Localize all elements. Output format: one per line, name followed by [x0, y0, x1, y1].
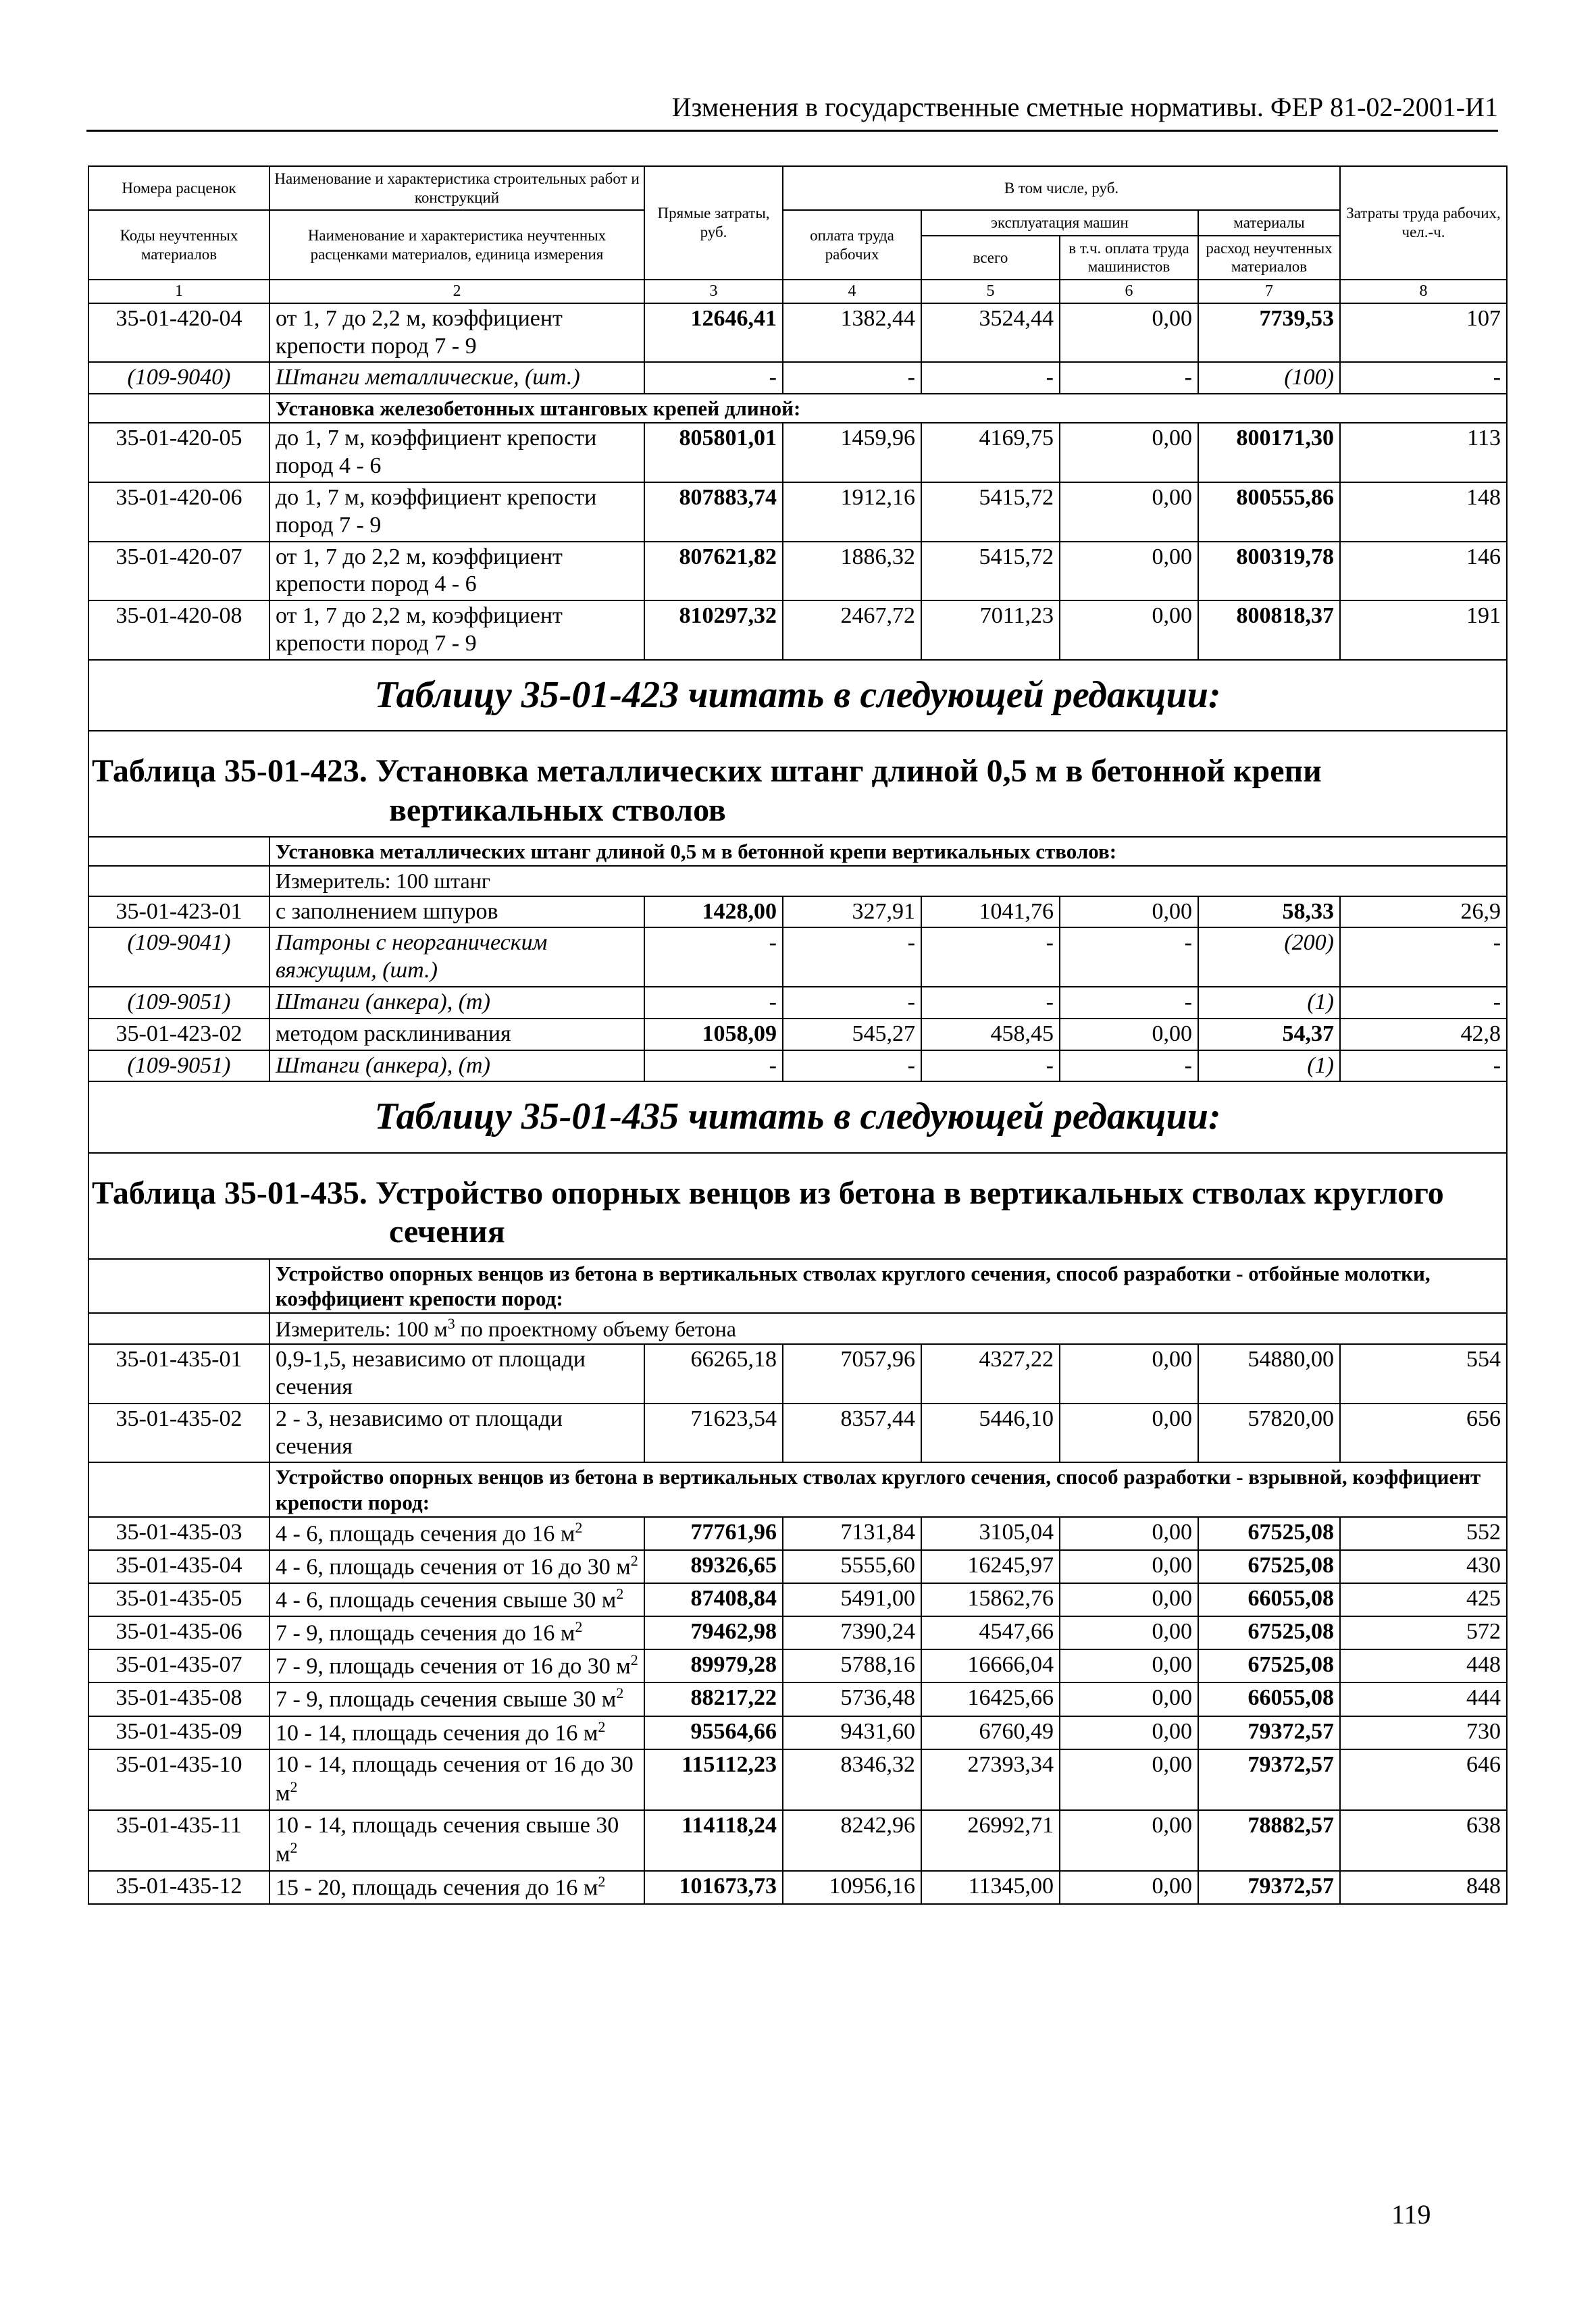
- direct-costs: 66265,18: [644, 1344, 783, 1404]
- table-row: [88, 1716, 1507, 1749]
- machines-total: 27393,34: [921, 1749, 1060, 1810]
- measure-unit: [269, 1313, 1507, 1344]
- labor-hours: 730: [1340, 1716, 1507, 1749]
- rate-code: 35-01-423-01: [88, 896, 269, 928]
- machinists-pay: 0,00: [1060, 1616, 1198, 1649]
- table-row: [88, 896, 1507, 928]
- labor-pay: 7131,84: [783, 1517, 921, 1550]
- labor-pay: -: [783, 1050, 921, 1082]
- measure-suffix: по проектному объему бетона: [455, 1316, 736, 1341]
- header-direct-costs: Прямые затраты, руб.: [644, 166, 783, 280]
- column-number: 6: [1060, 280, 1198, 303]
- rate-code: 35-01-420-08: [88, 600, 269, 660]
- header-machines: эксплуатация машин: [921, 210, 1198, 236]
- machinists-pay: 0,00: [1060, 1749, 1198, 1810]
- materials: 800171,30: [1198, 423, 1340, 482]
- table-435-title-line1: Таблица 35-01-435. Устройство опорных венцов из бетона в вертикальных стволах круглого: [92, 1175, 1444, 1211]
- rate-name-text: 4 - 6, площадь сечения от 16 до 30 м: [276, 1554, 631, 1580]
- machinists-pay: -: [1060, 1050, 1198, 1082]
- machinists-pay: 0,00: [1060, 1682, 1198, 1716]
- machines-total: 11345,00: [921, 1871, 1060, 1904]
- machinists-pay: 0,00: [1060, 1344, 1198, 1404]
- machinists-pay: 0,00: [1060, 1583, 1198, 1616]
- machines-total: 5415,72: [921, 482, 1060, 542]
- header-materials-unaccounted: расход неучтенных материалов: [1198, 236, 1340, 280]
- table-row: [88, 1810, 1507, 1871]
- table-row: [88, 362, 1507, 394]
- material-code: (109-9040): [88, 362, 269, 394]
- materials: 67525,08: [1198, 1517, 1340, 1550]
- table-row: [88, 1344, 1507, 1404]
- direct-costs: 115112,23: [644, 1749, 783, 1810]
- table-row: [88, 1682, 1507, 1716]
- header-codes-unaccounted: Коды неучтенных материалов: [88, 210, 269, 280]
- unit-sup: 2: [290, 1778, 298, 1796]
- table-row: [88, 927, 1507, 987]
- rate-name: методом расклинивания: [269, 1019, 644, 1050]
- material-name: Патроны с неорганическим вяжущим, (шт.): [269, 927, 644, 987]
- rate-name-text: 7 - 9, площадь сечения до 16 м: [276, 1620, 575, 1646]
- material-code: (109-9041): [88, 927, 269, 987]
- direct-costs: 1058,09: [644, 1019, 783, 1050]
- column-number: 4: [783, 280, 921, 303]
- labor-hours: 148: [1340, 482, 1507, 542]
- machinists-pay: 0,00: [1060, 1550, 1198, 1583]
- direct-costs: 89326,65: [644, 1550, 783, 1583]
- page-number: 119: [1391, 2199, 1431, 2230]
- measure-prefix: Измеритель: 100 м: [276, 1316, 448, 1341]
- machinists-pay: -: [1060, 987, 1198, 1019]
- machines-total: 16245,97: [921, 1550, 1060, 1583]
- rate-name: 0,9-1,5, независимо от площади сечения: [269, 1344, 644, 1404]
- rate-code: 35-01-435-09: [88, 1716, 269, 1749]
- materials: (1): [1198, 987, 1340, 1019]
- rate-code: 35-01-435-03: [88, 1517, 269, 1550]
- labor-hours: -: [1340, 927, 1507, 987]
- labor-pay: 5491,00: [783, 1583, 921, 1616]
- rate-name: 2 - 3, независимо от площади сечения: [269, 1404, 644, 1463]
- direct-costs: 807883,74: [644, 482, 783, 542]
- labor-pay: 1912,16: [783, 482, 921, 542]
- measure-unit: Измеритель: 100 штанг: [269, 866, 1507, 896]
- labor-pay: -: [783, 987, 921, 1019]
- direct-costs: 71623,54: [644, 1404, 783, 1463]
- machines-total: -: [921, 362, 1060, 394]
- labor-hours: 448: [1340, 1649, 1507, 1682]
- table-423-title: [88, 731, 1507, 837]
- section-title: Устройство опорных венцов из бетона в вертикальных стволах круглого сечения, способ разработки - отбойные молотки, коэффициент крепости пород:: [269, 1259, 1507, 1313]
- labor-hours: 848: [1340, 1871, 1507, 1904]
- labor-hours: 638: [1340, 1810, 1507, 1871]
- materials: 66055,08: [1198, 1682, 1340, 1716]
- direct-costs: -: [644, 362, 783, 394]
- machines-total: 5446,10: [921, 1404, 1060, 1463]
- machines-total: 3105,04: [921, 1517, 1060, 1550]
- direct-costs: -: [644, 1050, 783, 1082]
- rate-name-text: 7 - 9, площадь сечения от 16 до 30 м: [276, 1653, 631, 1679]
- labor-pay: 1886,32: [783, 542, 921, 601]
- table-title-row: [88, 1153, 1507, 1259]
- rate-name: от 1, 7 до 2,2 м, коэффициент крепости пород 7 - 9: [269, 303, 644, 363]
- table-435-title: [88, 1153, 1507, 1259]
- rate-code: 35-01-435-02: [88, 1404, 269, 1463]
- rate-name: от 1, 7 до 2,2 м, коэффициент крепости пород 7 - 9: [269, 600, 644, 660]
- rate-code: 35-01-420-06: [88, 482, 269, 542]
- materials: 57820,00: [1198, 1404, 1340, 1463]
- material-name: Штанги металлические, (шт.): [269, 362, 644, 394]
- section-title: Установка металлических штанг длиной 0,5 м в бетонной крепи вертикальных стволов:: [269, 837, 1507, 866]
- materials: (1): [1198, 1050, 1340, 1082]
- labor-hours: 552: [1340, 1517, 1507, 1550]
- rate-name: [269, 1810, 644, 1871]
- estimate-table: [88, 165, 1508, 1905]
- direct-costs: 810297,32: [644, 600, 783, 660]
- table-row: [88, 303, 1507, 363]
- materials: 58,33: [1198, 896, 1340, 928]
- running-header: Изменения в государственные сметные нормативы. ФЕР 81-02-2001-И1: [86, 91, 1498, 132]
- machinists-pay: -: [1060, 362, 1198, 394]
- column-number: 8: [1340, 280, 1507, 303]
- notice-423: Таблицу 35-01-423 читать в следующей редакции:: [88, 660, 1507, 731]
- machines-total: -: [921, 1050, 1060, 1082]
- unit-sup: 2: [630, 1551, 638, 1569]
- unit-sup: 2: [598, 1718, 606, 1735]
- table-row: [88, 482, 1507, 542]
- machines-total: 26992,71: [921, 1810, 1060, 1871]
- machines-total: 15862,76: [921, 1583, 1060, 1616]
- material-name: Штанги (анкера), (т): [269, 1050, 644, 1082]
- measure-row: [88, 866, 1507, 896]
- table-row: [88, 987, 1507, 1019]
- rate-code: 35-01-423-02: [88, 1019, 269, 1050]
- labor-pay: 5736,48: [783, 1682, 921, 1716]
- materials: 78882,57: [1198, 1810, 1340, 1871]
- machinists-pay: 0,00: [1060, 303, 1198, 363]
- direct-costs: 12646,41: [644, 303, 783, 363]
- table-row: [88, 1749, 1507, 1810]
- rate-name-text: 4 - 6, площадь сечения до 16 м: [276, 1521, 575, 1547]
- rate-name: [269, 1649, 644, 1682]
- rate-name: до 1, 7 м, коэффициент крепости пород 4 - 6: [269, 423, 644, 482]
- materials: 800319,78: [1198, 542, 1340, 601]
- column-number: 2: [269, 280, 644, 303]
- table-row: [88, 1019, 1507, 1050]
- notice-row: [88, 1081, 1507, 1152]
- section-title: Установка железобетонных штанговых крепей длиной:: [269, 394, 1507, 423]
- unit-sup: 2: [616, 1585, 624, 1603]
- table-header: [88, 166, 1507, 303]
- section-title: Устройство опорных венцов из бетона в вертикальных стволах круглого сечения, способ разработки - взрывной, коэффициент крепости пород:: [269, 1462, 1507, 1516]
- direct-costs: 1428,00: [644, 896, 783, 928]
- labor-pay: 8346,32: [783, 1749, 921, 1810]
- rate-code: 35-01-420-07: [88, 542, 269, 601]
- direct-costs: 101673,73: [644, 1871, 783, 1904]
- unit-sup: 2: [598, 1872, 606, 1890]
- machinists-pay: -: [1060, 927, 1198, 987]
- machines-total: -: [921, 927, 1060, 987]
- table-row: [88, 600, 1507, 660]
- column-number: 3: [644, 280, 783, 303]
- material-name: Штанги (анкера), (т): [269, 987, 644, 1019]
- machines-total: 4547,66: [921, 1616, 1060, 1649]
- direct-costs: 89979,28: [644, 1649, 783, 1682]
- rate-code: 35-01-435-08: [88, 1682, 269, 1716]
- machinists-pay: 0,00: [1060, 1871, 1198, 1904]
- direct-costs: 88217,22: [644, 1682, 783, 1716]
- rate-name: [269, 1716, 644, 1749]
- material-code: (109-9051): [88, 1050, 269, 1082]
- direct-costs: 79462,98: [644, 1616, 783, 1649]
- measure-sup: 3: [447, 1315, 455, 1333]
- labor-hours: 425: [1340, 1583, 1507, 1616]
- table-row: [88, 1550, 1507, 1583]
- machines-total: 5415,72: [921, 542, 1060, 601]
- labor-pay: 2467,72: [783, 600, 921, 660]
- table-row: [88, 423, 1507, 482]
- machines-total: 4327,22: [921, 1344, 1060, 1404]
- labor-pay: 8242,96: [783, 1810, 921, 1871]
- machinists-pay: 0,00: [1060, 542, 1198, 601]
- header-name: Наименование и характеристика строительных работ и конструкций: [269, 166, 644, 210]
- labor-hours: 656: [1340, 1404, 1507, 1463]
- direct-costs: 95564,66: [644, 1716, 783, 1749]
- table-row: [88, 1616, 1507, 1649]
- material-code: (109-9051): [88, 987, 269, 1019]
- rate-code: 35-01-420-05: [88, 423, 269, 482]
- machines-total: 16425,66: [921, 1682, 1060, 1716]
- direct-costs: 114118,24: [644, 1810, 783, 1871]
- machinists-pay: 0,00: [1060, 1649, 1198, 1682]
- machines-total: 458,45: [921, 1019, 1060, 1050]
- rate-code: 35-01-435-10: [88, 1749, 269, 1810]
- machines-total: 16666,04: [921, 1649, 1060, 1682]
- machinists-pay: 0,00: [1060, 896, 1198, 928]
- unit-sup: 2: [290, 1839, 298, 1857]
- rate-code: 35-01-435-05: [88, 1583, 269, 1616]
- section-row: [88, 1462, 1507, 1516]
- rate-name: до 1, 7 м, коэффициент крепости пород 7 - 9: [269, 482, 644, 542]
- machinists-pay: 0,00: [1060, 1517, 1198, 1550]
- rate-name: с заполнением шпуров: [269, 896, 644, 928]
- materials: 800818,37: [1198, 600, 1340, 660]
- table-row: [88, 1871, 1507, 1904]
- section-row: [88, 837, 1507, 866]
- machines-total: -: [921, 987, 1060, 1019]
- rate-code: 35-01-435-04: [88, 1550, 269, 1583]
- labor-hours: -: [1340, 987, 1507, 1019]
- materials: 54880,00: [1198, 1344, 1340, 1404]
- table-title-row: [88, 731, 1507, 837]
- column-number: 5: [921, 280, 1060, 303]
- direct-costs: -: [644, 987, 783, 1019]
- column-number: 1: [88, 280, 269, 303]
- rate-name-text: 10 - 14, площадь сечения до 16 м: [276, 1720, 598, 1745]
- machinists-pay: 0,00: [1060, 600, 1198, 660]
- materials: 67525,08: [1198, 1649, 1340, 1682]
- labor-hours: 572: [1340, 1616, 1507, 1649]
- header-rate-number: Номера расценок: [88, 166, 269, 210]
- labor-hours: 146: [1340, 542, 1507, 601]
- rate-code: 35-01-435-06: [88, 1616, 269, 1649]
- rate-code: 35-01-435-12: [88, 1871, 269, 1904]
- materials: 67525,08: [1198, 1550, 1340, 1583]
- section-row: [88, 1259, 1507, 1313]
- labor-hours: 42,8: [1340, 1019, 1507, 1050]
- rate-name: [269, 1871, 644, 1904]
- labor-hours: 26,9: [1340, 896, 1507, 928]
- labor-hours: 554: [1340, 1344, 1507, 1404]
- labor-pay: -: [783, 362, 921, 394]
- header-labor-costs: Затраты труда рабочих, чел.-ч.: [1340, 166, 1507, 280]
- labor-pay: 7390,24: [783, 1616, 921, 1649]
- materials: 66055,08: [1198, 1583, 1340, 1616]
- materials: 79372,57: [1198, 1871, 1340, 1904]
- machinists-pay: 0,00: [1060, 482, 1198, 542]
- rate-name-text: 7 - 9, площадь сечения свыше 30 м: [276, 1687, 617, 1712]
- rate-name: [269, 1749, 644, 1810]
- measure-row: [88, 1313, 1507, 1344]
- materials: 54,37: [1198, 1019, 1340, 1050]
- machines-total: 3524,44: [921, 303, 1060, 363]
- header-materials: материалы: [1198, 210, 1340, 236]
- unit-sup: 2: [575, 1618, 583, 1636]
- unit-sup: 2: [616, 1685, 624, 1702]
- table-row: [88, 1583, 1507, 1616]
- column-number: 7: [1198, 280, 1340, 303]
- rate-code: 35-01-435-01: [88, 1344, 269, 1404]
- labor-hours: 113: [1340, 423, 1507, 482]
- rate-name: от 1, 7 до 2,2 м, коэффициент крепости пород 4 - 6: [269, 542, 644, 601]
- unit-sup: 2: [630, 1651, 638, 1669]
- rate-name: [269, 1616, 644, 1649]
- labor-pay: 10956,16: [783, 1871, 921, 1904]
- table-row: [88, 1649, 1507, 1682]
- rate-name-text: 10 - 14, площадь сечения от 16 до 30 м: [276, 1751, 634, 1806]
- table-row: [88, 542, 1507, 601]
- labor-pay: 327,91: [783, 896, 921, 928]
- direct-costs: 805801,01: [644, 423, 783, 482]
- machinists-pay: 0,00: [1060, 423, 1198, 482]
- section-row: [88, 394, 1507, 423]
- machinists-pay: 0,00: [1060, 1019, 1198, 1050]
- rate-code: 35-01-435-07: [88, 1649, 269, 1682]
- labor-pay: 545,27: [783, 1019, 921, 1050]
- table-435-title-line2: сечения: [389, 1214, 505, 1250]
- machinists-pay: 0,00: [1060, 1404, 1198, 1463]
- machinists-pay: 0,00: [1060, 1810, 1198, 1871]
- header-machines-total: всего: [921, 236, 1060, 280]
- direct-costs: 807621,82: [644, 542, 783, 601]
- table-row: [88, 1050, 1507, 1082]
- materials: 67525,08: [1198, 1616, 1340, 1649]
- rate-name-text: 15 - 20, площадь сечения до 16 м: [276, 1874, 598, 1900]
- table-423-title-line2: вертикальных стволов: [389, 792, 726, 828]
- table-row: [88, 1404, 1507, 1463]
- column-numbers: [88, 280, 1507, 303]
- labor-pay: 8357,44: [783, 1404, 921, 1463]
- rate-name: [269, 1550, 644, 1583]
- rate-name: [269, 1517, 644, 1550]
- notice-435: Таблицу 35-01-435 читать в следующей редакции:: [88, 1081, 1507, 1152]
- labor-hours: 444: [1340, 1682, 1507, 1716]
- labor-pay: 5788,16: [783, 1649, 921, 1682]
- rate-name-text: 4 - 6, площадь сечения свыше 30 м: [276, 1587, 617, 1613]
- table-435-rows: [88, 1517, 1507, 1904]
- unit-sup: 2: [575, 1518, 583, 1536]
- direct-costs: 77761,96: [644, 1517, 783, 1550]
- rate-code: 35-01-420-04: [88, 303, 269, 363]
- machines-total: 6760,49: [921, 1716, 1060, 1749]
- rate-name-text: 10 - 14, площадь сечения свыше 30 м: [276, 1812, 619, 1867]
- materials: (100): [1198, 362, 1340, 394]
- labor-hours: 646: [1340, 1749, 1507, 1810]
- labor-pay: -: [783, 927, 921, 987]
- table-row: [88, 1517, 1507, 1550]
- header-machinists-pay: в т.ч. оплата труда машинистов: [1060, 236, 1198, 280]
- rate-code: 35-01-435-11: [88, 1810, 269, 1871]
- labor-hours: 430: [1340, 1550, 1507, 1583]
- machines-total: 4169,75: [921, 423, 1060, 482]
- labor-pay: 9431,60: [783, 1716, 921, 1749]
- direct-costs: -: [644, 927, 783, 987]
- machines-total: 7011,23: [921, 600, 1060, 660]
- labor-pay: 5555,60: [783, 1550, 921, 1583]
- rate-name: [269, 1682, 644, 1716]
- labor-pay: 1459,96: [783, 423, 921, 482]
- table-423-title-line1: Таблица 35-01-423. Установка металлических штанг длиной 0,5 м в бетонной крепи: [92, 752, 1322, 789]
- materials: 79372,57: [1198, 1716, 1340, 1749]
- materials: 79372,57: [1198, 1749, 1340, 1810]
- materials: 7739,53: [1198, 303, 1340, 363]
- labor-hours: 191: [1340, 600, 1507, 660]
- machines-total: 1041,76: [921, 896, 1060, 928]
- header-including: В том числе, руб.: [783, 166, 1340, 210]
- direct-costs: 87408,84: [644, 1583, 783, 1616]
- labor-hours: -: [1340, 362, 1507, 394]
- labor-pay: 1382,44: [783, 303, 921, 363]
- labor-hours: -: [1340, 1050, 1507, 1082]
- rate-name: [269, 1583, 644, 1616]
- materials: (200): [1198, 927, 1340, 987]
- header-name-unaccounted: Наименование и характеристика неучтенных расценками материалов, единица измерения: [269, 210, 644, 280]
- labor-pay: 7057,96: [783, 1344, 921, 1404]
- notice-row: [88, 660, 1507, 731]
- header-labor-pay: оплата труда рабочих: [783, 210, 921, 280]
- materials: 800555,86: [1198, 482, 1340, 542]
- labor-hours: 107: [1340, 303, 1507, 363]
- machinists-pay: 0,00: [1060, 1716, 1198, 1749]
